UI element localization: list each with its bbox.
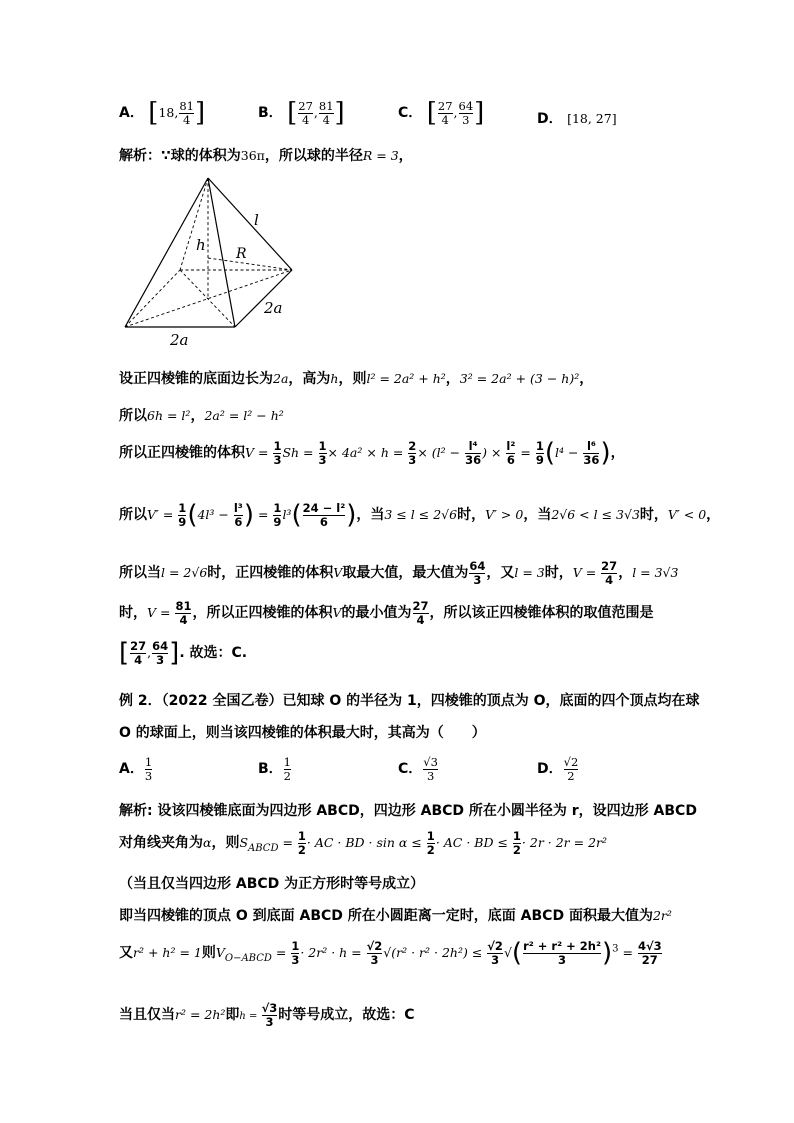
solution-1-line-2: 设正四棱锥的底面边长为2a，高为h，则l² = 2a² + h²，3² = 2a² + (3 − h)²，: [119, 371, 594, 387]
ex2-option-d: D． $\frac{√2}{2}$: [537, 755, 579, 783]
solution-1-line-1: 解析：∵球的体积为36π，所以球的半径R = 3，: [119, 148, 413, 164]
ex2-option-b: B． $\frac{1}{2}$: [258, 755, 291, 783]
solution-1-line-6: 所以当l = 2√6时，正四棱锥的体积V取最大值，最大值为 $\frac{64}{3}$ ，又l = 3时，V = $\frac{27}{4}$ ，l = 3√3: [119, 559, 679, 587]
solution-2-line-6: 当且仅当r² = 2h²即h = $\frac{√3}{3}$ 时等号成立，故选：C: [119, 1001, 415, 1029]
example-2-line-1: 例 2．（2022 全国乙卷）已知球 O 的半径为 1，四棱锥的顶点为 O，底面的四个顶点均在球: [119, 693, 700, 709]
solution-2-line-2: 对角线夹角为α，则$S_{ABCD}$ = $\frac{1}{2}$ · AC · BD · sin α ≤ $\frac{1}{2}$ · AC · BD ≤ $\frac{1}{2}$ · 2r · 2r = 2r²: [119, 829, 608, 857]
solution-1-line-7: 时，V = $\frac{81}{4}$ ，所以正四棱锥的体积V的最小值为 $\frac{27}{4}$ ，所以该正四棱锥体积的取值范围是: [119, 599, 654, 627]
label-2a-base: 2a: [170, 331, 189, 349]
solution-2-line-5: 又r² + h² = 1则$V_{O-ABCD}$ = $\frac{1}{3}$ · 2r² · h = $\frac{√2}{3}$ √(r² · r² · 2h²) ≤ $\frac{√2}{3}$ √( $\frac{\text{r² + r² + 2h²}}{3}$ )$^3$ = $\frac{4√3}{27}$: [119, 938, 662, 969]
option-c: C． [ $\frac{27}{4}$ , $\frac{64}{3}$ ]: [398, 98, 485, 129]
ex2-option-c: C． $\frac{√3}{3}$: [398, 755, 438, 783]
solution-2-line-4: 即当四棱锥的顶点 O 到底面 ABCD 所在小圆距离一定时，底面 ABCD 面积最大值为2r²: [119, 908, 672, 924]
option-b-label: B．: [258, 105, 283, 122]
label-h: h: [196, 236, 206, 254]
option-a-label: A．: [119, 105, 144, 122]
solution-1-line-3: 所以6h = l²，2a² = l² − h²: [119, 408, 284, 424]
edge-apex-front-right: [208, 178, 235, 327]
option-a: A． [18, $\frac{81}{4}$ ]: [119, 98, 206, 129]
option-d-label: D．: [537, 111, 563, 127]
ex2-option-a: A． $\frac{1}{3}$: [119, 755, 153, 783]
solution-2-line-1: 解析: 设该四棱锥底面为四边形 ABCD，四边形 ABCD 所在小圆半径为 r，设四边形 ABCD: [119, 803, 697, 819]
solution-1-line-5: 所以V′ = $\frac{1}{9}$ (4l³ − $\frac{\text{l³}}{6}$ ) = $\frac{1}{9}$ l³( $\frac{\text{24 − l²}}{6}$ )，当3 ≤ l ≤ 2√6时，V′ > 0，当2√6 < l ≤ 3√3时，V′ < 0，: [119, 500, 721, 531]
solution-2-line-3: （当且仅当四边形 ABCD 为正方形时等号成立）: [119, 876, 425, 892]
solution-1-line-4: 所以正四棱锥的体积V = $\frac{1}{3}$ Sh = $\frac{1}{3}$ × 4a² × h = $\frac{2}{3}$ × (l² − $\frac{\text{l⁴}}{36}$ ) × $\frac{\text{l²}}{6}$ = $\frac{1}{9}$ (l⁴ − $\frac{\text{l⁶}}{36}$ )，: [119, 438, 625, 469]
edge-apex-back-left: [180, 178, 208, 270]
label-R: R: [236, 246, 247, 262]
edge-apex-back-right: [208, 178, 292, 270]
radius-line: [208, 258, 292, 270]
option-d: D． [18, 27]: [537, 111, 617, 127]
label-2a-side: 2a: [264, 299, 283, 317]
pyramid-figure: [115, 170, 315, 350]
example-2-line-2: O 的球面上，则当该四棱锥的体积最大时，其高为（ ）: [119, 725, 486, 741]
option-b: B． [ $\frac{27}{4}$ , $\frac{81}{4}$ ]: [258, 98, 345, 129]
label-l: l: [254, 211, 259, 229]
solution-1-line-8: [ $\frac{27}{4}$ , $\frac{64}{3}$ ]. 故选：C.: [119, 638, 248, 669]
option-c-label: C．: [398, 105, 423, 122]
